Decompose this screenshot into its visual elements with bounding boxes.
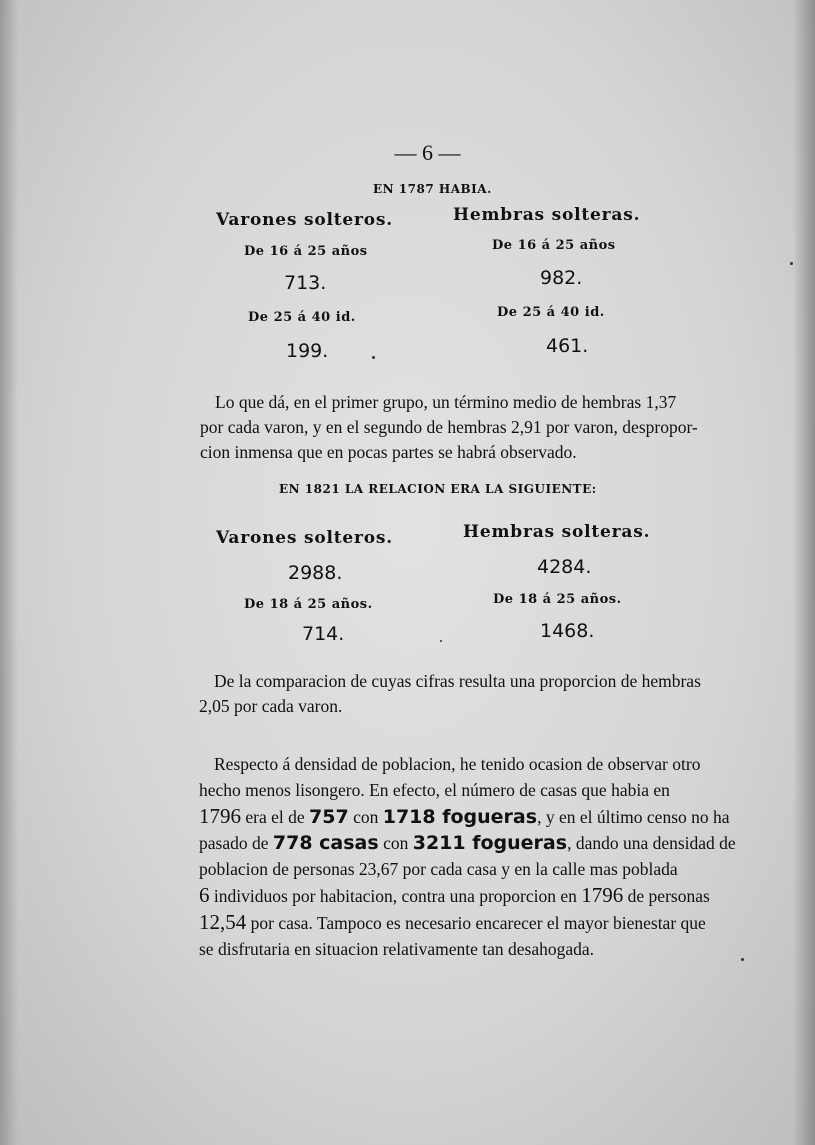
females-total-1821: 4284. <box>537 556 592 578</box>
scan-speck <box>741 958 744 961</box>
page-number: — 6 — <box>394 140 461 165</box>
text-run: por casa. Tampoco es necesario encarecer el mayor bienestar que <box>246 913 706 933</box>
page-edge-left <box>0 0 18 1145</box>
males-value-1: 713. <box>284 272 327 294</box>
paragraph-line <box>199 803 730 830</box>
females-column-title: Hembras solteras. <box>453 205 641 225</box>
females-column-title-1821: Hembras solteras. <box>463 522 651 542</box>
males-column-title: Varones solteros. <box>216 210 394 230</box>
paragraph-density <box>199 751 736 962</box>
males-total-1821: 2988. <box>288 562 343 584</box>
paragraph-line <box>199 909 706 936</box>
females-age-range-2: De 25 á 40 id. <box>497 305 605 320</box>
paragraph-line: se disfrutaria en situacion relativamente tan desahogada. <box>199 939 595 959</box>
paragraph-1821-ratio <box>199 669 701 719</box>
females-value-1: 982. <box>540 267 583 289</box>
males-age-range-1: De 16 á 25 años <box>244 244 368 259</box>
males-age-range-2: De 25 á 40 id. <box>248 310 356 325</box>
text-run: era el de <box>241 807 310 827</box>
paragraph-line <box>199 830 736 856</box>
section-heading-1787: EN 1787 HABIA. <box>373 182 492 196</box>
page-edge-right <box>793 0 815 1145</box>
scan-speck <box>372 356 375 359</box>
hearths-1796: 1718 fogueras <box>382 806 538 828</box>
paragraph-line: 2,05 por cada varon. <box>199 696 343 716</box>
houses-last-census: 778 casas <box>272 832 379 854</box>
females-age-range-1821: De 18 á 25 años. <box>493 592 622 607</box>
text-run: con <box>378 833 413 853</box>
paragraph-1787-ratio <box>200 390 698 465</box>
hearths-last-census: 3211 fogueras <box>412 832 568 854</box>
text-run: , y en el último censo no ha <box>537 807 730 827</box>
section-heading-1821: EN 1821 LA RELACION ERA LA SIGUIENTE: <box>279 482 597 496</box>
individuals-count: 6 <box>199 883 210 907</box>
paragraph-line: cion inmensa que en pocas partes se habrá observado. <box>200 442 577 462</box>
text-run: , dando una densidad de <box>567 833 736 853</box>
males-value-2: 199. <box>286 340 329 362</box>
scan-speck <box>440 640 442 642</box>
paragraph-line: Respecto á densidad de poblacion, he tenido ocasion de observar otro <box>214 754 701 774</box>
scan-speck <box>790 262 793 265</box>
males-age-range-1821: De 18 á 25 años. <box>244 597 373 612</box>
males-value-1821: 714. <box>302 623 345 645</box>
paragraph-line: De la comparacion de cuyas cifras resulta una proporcion de hembras <box>214 671 701 691</box>
paragraph-line: por cada varon, y en el segundo de hembras 2,91 por varon, despropor- <box>200 417 698 437</box>
persons-per-house: 12,54 <box>199 910 247 934</box>
males-column-title-1821: Varones solteros. <box>216 528 394 548</box>
females-value-1821: 1468. <box>540 620 595 642</box>
females-age-range-1: De 16 á 25 años <box>492 238 616 253</box>
paragraph-line: hecho menos lisongero. En efecto, el número de casas que habia en <box>199 780 670 800</box>
year-1796-b: 1796 <box>581 883 624 907</box>
text-run: individuos por habitacion, contra una proporcion en <box>209 886 582 906</box>
text-run: pasado de <box>199 833 273 853</box>
paragraph-line <box>199 882 710 909</box>
text-run: con <box>348 807 383 827</box>
text-run: de personas <box>623 886 710 906</box>
paragraph-line: Lo que dá, en el primer grupo, un término medio de hembras 1,37 <box>215 392 677 412</box>
houses-1796: 757 <box>309 806 349 828</box>
year-1796: 1796 <box>199 804 241 828</box>
females-value-2: 461. <box>546 335 589 357</box>
paragraph-line: poblacion de personas 23,67 por cada casa y en la calle mas poblada <box>199 859 678 879</box>
